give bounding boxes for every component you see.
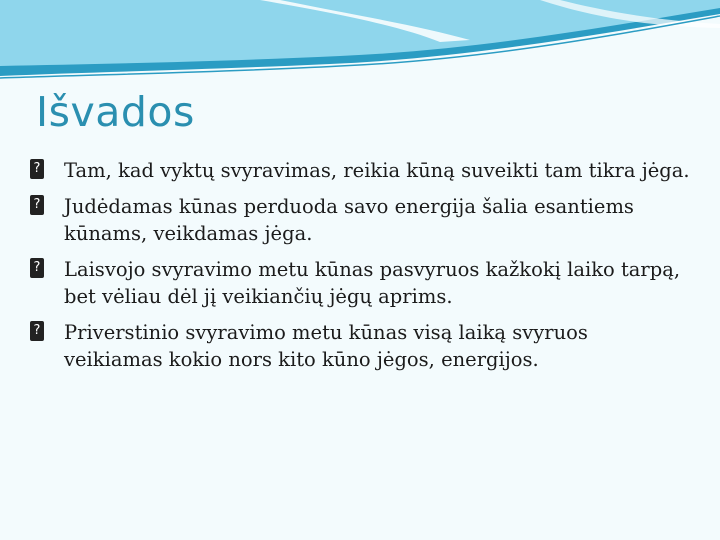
bullet-text: Priverstinio svyravimo metu kūnas visą laiką svyruos veikiamas kokio nors kito kūno jėgos, energijos. bbox=[64, 321, 588, 371]
bullet-text: Judėdamas kūnas perduoda savo energija šalia esantiems kūnams, veikdamas jėga. bbox=[64, 195, 634, 245]
replacement-character-icon: ? bbox=[30, 195, 44, 215]
replacement-character-icon: ? bbox=[30, 321, 44, 341]
bullet-text: Laisvojo svyravimo metu kūnas pasvyruos kažkokį laiko tarpą, bet vėliau dėl jį veikiančių jėgų aprims. bbox=[64, 258, 681, 308]
bullet-item bbox=[30, 319, 690, 373]
replacement-character-icon: ? bbox=[30, 159, 44, 179]
bullet-item bbox=[30, 256, 690, 310]
slide-title: Išvados bbox=[36, 88, 195, 136]
bullet-list bbox=[30, 157, 690, 382]
bullet-text: Tam, kad vyktų svyravimas, reikia kūną suveikti tam tikra jėga. bbox=[64, 159, 690, 182]
bullet-item bbox=[30, 157, 690, 184]
bullet-item bbox=[30, 193, 690, 247]
replacement-character-icon: ? bbox=[30, 258, 44, 278]
header-wave-decoration bbox=[0, 0, 720, 90]
